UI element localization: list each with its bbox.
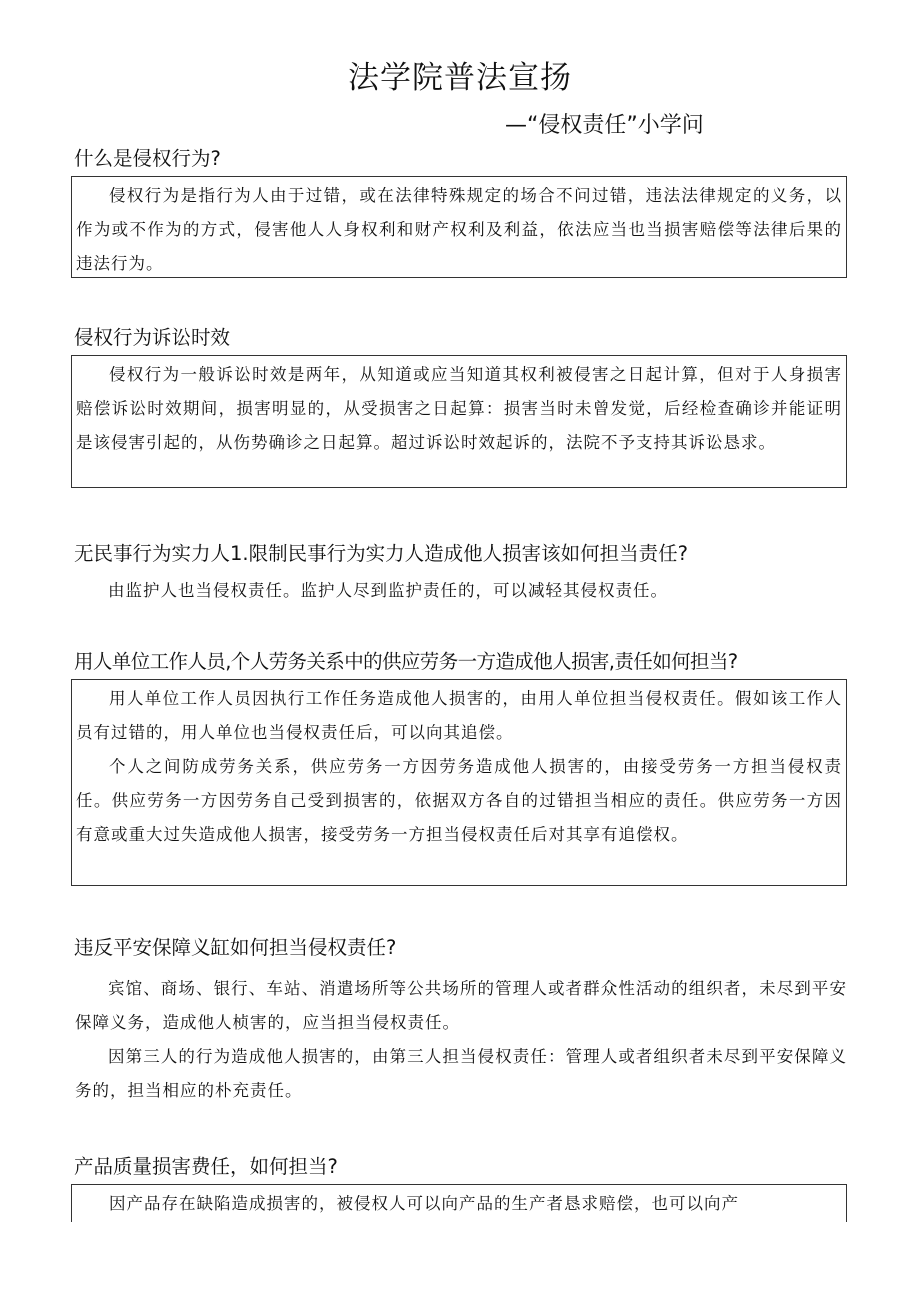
section-paragraph: 侵权行为是指行为人由于过错，或在法律特殊规定的场合不问过错，违法法律规定的义务，以作为或不作为的方式，侵害他人人身权利和财产权利及利益，依法应当也当损害赔偿等法律后果的违法行为。 [76, 186, 842, 273]
section-paragraph: 宾馆、商场、银行、车站、消遣场所等公共场所的管理人或者群众性活动的组织者，未尽到平安保障义务，造成他人桢害的，应当担当侵权责任。 [75, 979, 847, 1032]
section-paragraph: 用人单位工作人员因执行工作任务造成他人损害的，由用人单位担当侵权责任。假如该工作人员有过错的，用人单位也当侵权责任后，可以向其追偿。 [76, 689, 842, 742]
section-heading-safety-obligation: 违反平安保障义缸如何担当侵权责任? [74, 936, 397, 959]
page-title: 法学院普法宣扬 [348, 60, 572, 96]
section-heading-product-liability: 产品质量损害费任，如何担当? [74, 1155, 338, 1178]
section-heading-tort-definition: 什么是侵权行为? [74, 147, 221, 170]
section-box-product-liability [71, 1184, 847, 1222]
section-heading-limitation-period: 侵权行为诉讼时效 [74, 326, 231, 349]
section-heading-employer-liability: 用人单位工作人员,个人劳务关系中的供应劳务一方造成他人损害,责任如何担当? [74, 650, 738, 673]
section-paragraph: 由监护人也当侵权责任。监护人尽到监护责任的，可以减轻其侵权责任。 [108, 581, 668, 600]
section-paragraph: 个人之间防成劳务关系，供应劳务一方因劳务造成他人损害的，由接受劳务一方担当侵权责任。供应劳务一方因劳务自己受到损害的，依据双方各自的过错担当相应的责任。供应劳务一方因有意或重大过失造成他人损害，接受劳务一方担当侵权责任后对其享有追偿权。 [76, 757, 842, 844]
section-body-safety-obligation [75, 972, 847, 1108]
section-paragraph: 因产品存在缺陷造成损害的，被侵权人可以向产品的生产者恳求赔偿，也可以向产 [109, 1194, 739, 1213]
page-subtitle: —“侵权责任”小学问 [505, 113, 704, 138]
section-paragraph: 因第三人的行为造成他人损害的，由第三人担当侵权责任：管理人或者组织者未尽到平安保障义务的，担当相应的朴充责任。 [75, 1047, 847, 1100]
section-heading-guardian-liability: 无民事行为实力人1.限制民事行为实力人造成他人损害该如何担当责任? [74, 542, 688, 565]
section-box-tort-definition [71, 176, 847, 278]
section-body-guardian-liability [75, 574, 847, 608]
section-box-employer-liability [71, 679, 847, 886]
section-paragraph: 侵权行为一般诉讼时效是两年，从知道或应当知道其权利被侵害之日起计算，但对于人身损害赔偿诉讼时效期间，损害明显的，从受损害之日起算：损害当时未曾发觉，后经检查确诊并能证明是该侵害引起的，从伤势确诊之日起算。超过诉讼时效起诉的，法院不予支持其诉讼恳求。 [76, 365, 842, 452]
section-box-limitation-period [71, 355, 847, 488]
